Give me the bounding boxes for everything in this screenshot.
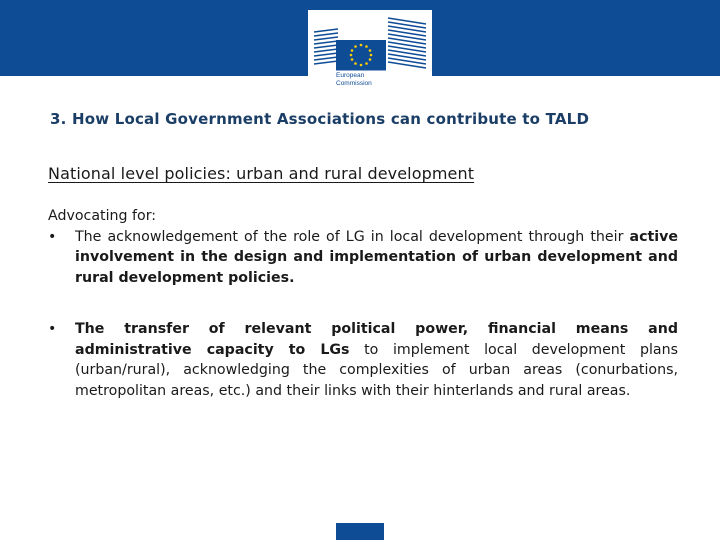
- bullet-text-bold: active involvement in the design and implementation of urban development and rural development policies.: [75, 228, 678, 286]
- slide-subtitle: National level policies: urban and rural development: [48, 164, 475, 183]
- bottom-flag-bar: [336, 523, 384, 540]
- bullet-icon: •: [48, 228, 57, 245]
- bullet-text: [75, 227, 678, 289]
- european-commission-logo: [308, 10, 432, 98]
- bullet-text-plain: to implement local development plans (urban/rural), acknowledging the complexities of urban areas (conurbations, metropolitan areas, etc.) and their links with their hinterlands and rural areas.: [75, 341, 678, 399]
- logo-caption: [336, 72, 372, 88]
- bullet-item: [48, 319, 678, 401]
- bullet-item: [48, 227, 678, 289]
- slide-title: 3. How Local Government Associations can contribute to TALD: [50, 110, 590, 128]
- bullet-text-plain: The acknowledgement of the role of LG in local development through their: [75, 228, 630, 245]
- bullet-icon: •: [48, 321, 57, 337]
- slide-body: [48, 206, 678, 401]
- logo-line-1: European: [336, 72, 365, 79]
- logo-line-2: Commission: [336, 80, 372, 87]
- bullet-text-bold: The transfer of relevant political power, financial means and administrative capacity to LGs: [75, 321, 678, 358]
- bullet-text: [75, 319, 678, 401]
- intro-text: Advocating for:: [48, 208, 157, 224]
